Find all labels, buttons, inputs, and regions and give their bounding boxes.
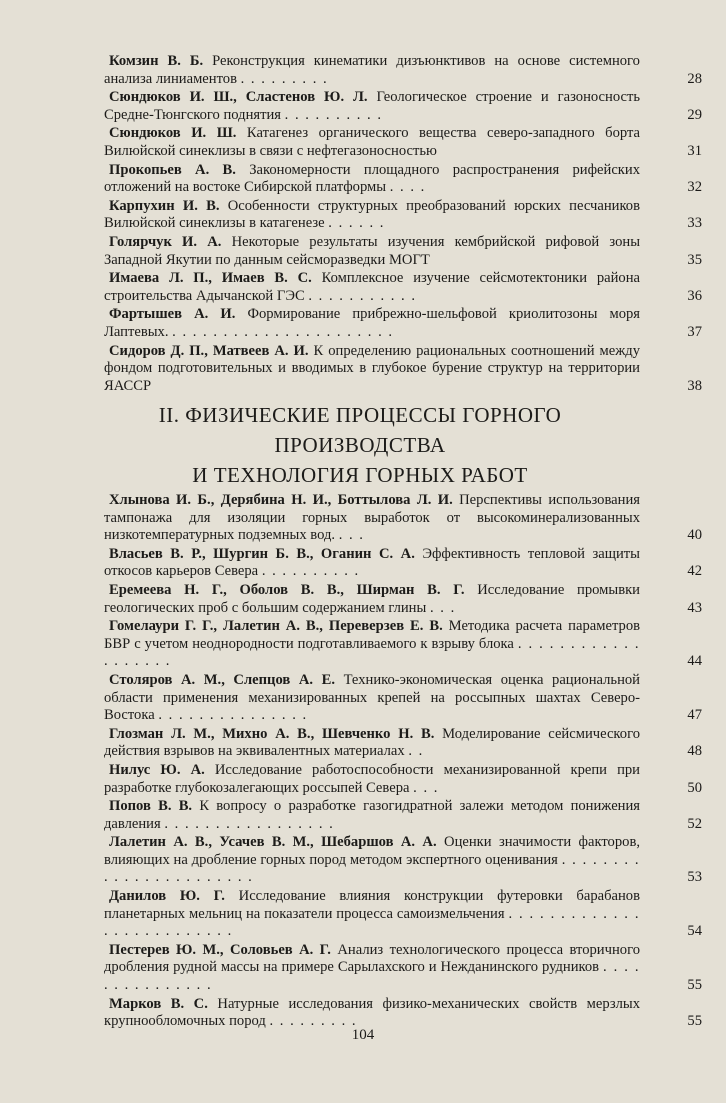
entry-authors: Власьев В. Р., Шургин Б. В., Оганин С. А. (109, 545, 415, 562)
entry-authors: Имаева Л. П., Имаев В. С. (109, 270, 312, 287)
toc-entry (104, 53, 708, 88)
entry-title: Катагенез органического вещества северо-западного борта Вилюйской синеклизы в связи с нефтегазоносностью (104, 125, 640, 159)
entry-title: Исследование влияния конструкции футеровки барабанов планетарных мельниц на показатели процесса самоизмельчения (104, 888, 640, 922)
toc-entry (104, 270, 708, 305)
entry-authors: Комзин В. Б. (109, 53, 204, 69)
entry-page: 53 (687, 869, 702, 886)
entry-title: Перспективы использования тампонажа для изоляции горных выработок от высокоминерализованных низкотемпературных подземных вод. (104, 492, 640, 544)
entry-authors: Лалетин А. В., Усачев В. М., Шебаршов А. А. (109, 834, 437, 851)
entry-page: 47 (687, 707, 702, 724)
entry-authors: Столяров А. М., Слепцов А. Е. (109, 671, 335, 688)
entry-title: Натурные исследования физико-механических свойств мерзлых крупнообломочных пород (104, 995, 640, 1030)
leader-dots: . . . . . . . . . . (261, 563, 360, 580)
leader-dots: . . . . . . . . . . . . . . . . . . . (104, 635, 640, 670)
toc-entry (104, 162, 708, 197)
entry-page: 40 (687, 527, 702, 544)
entry-authors: Марков В. С. (109, 995, 208, 1012)
section-heading (120, 400, 600, 490)
entry-title: Реконструкция кинематики дизъюнктивов на основе системного анализа линиаментов (104, 53, 640, 87)
toc-entry (104, 198, 708, 233)
toc-entry (104, 996, 708, 1031)
entry-page: 38 (687, 377, 702, 394)
entry-title: Закономерности площадного распространения рифейских отложений на востоке Сибирской платформы (104, 161, 640, 196)
toc-entry (104, 492, 708, 545)
entry-authors: Гомелаури Г. Г., Лалетин А. В., Переверзев Е. В. (109, 618, 443, 635)
leader-dots: . . . . . . . . . . (284, 106, 383, 123)
section-heading-line: II. ФИЗИЧЕСКИЕ ПРОЦЕССЫ ГОРНОГО (158, 403, 562, 427)
entry-authors: Карпухин И. В. (109, 197, 220, 214)
leader-dots: . . . . . . . . . . . . . . . . . . . . . . . . . . (104, 905, 640, 940)
entry-page: 52 (687, 815, 702, 832)
entry-page: 50 (687, 779, 702, 796)
entry-page: 48 (687, 743, 702, 760)
entry-title: Некоторые результаты изучения кембрийской рифовой зоны Западной Якутии по данным сейсморазведки МОГТ (104, 233, 640, 268)
leader-dots: . . . . . . . . . . . . . . . . . . . . . . (172, 323, 394, 340)
entry-page: 36 (687, 287, 702, 304)
entry-authors: Фартышев А. И. (109, 306, 236, 323)
entry-title: Эффективность тепловой защиты откосов карьеров Севера (104, 545, 640, 580)
entry-title: Оценки значимости факторов, влияющих на дробление горных пород методом экспертного оценивания (104, 834, 640, 868)
entry-authors: Хлынова И. Б., Дерябина Н. И., Боттылова Л. И. (109, 492, 453, 508)
entry-title: Комплексное изучение сейсмотектоники района строительства Адычанской ГЭС (104, 270, 640, 304)
entry-page: 54 (687, 923, 702, 940)
toc-entry (104, 726, 708, 761)
entry-page: 28 (687, 70, 702, 87)
toc-entry (104, 942, 708, 995)
leader-dots: . . (408, 743, 424, 760)
leader-dots: . . . . . . (328, 215, 385, 232)
entry-title: Методика расчета параметров БВР с учетом неоднородности подготавливаемого к взрыву блока (104, 618, 641, 652)
entry-title: К вопросу о разработке газогидратной залежи методом понижения давления (104, 798, 641, 832)
entry-authors: Сюндюков И. Ш., Сластенов Ю. Л. (109, 89, 368, 106)
toc-entry (104, 306, 708, 341)
page-number: 104 (351, 1027, 375, 1043)
leader-dots: . . . (413, 779, 439, 796)
toc-entry (104, 834, 708, 887)
entry-title: Особенности структурных преобразований юрских песчаников Вилюйской синеклизы в катагенезе (104, 197, 640, 232)
entry-title: Анализ технологического процесса вторичного дробления рудной массы на примере Сарылахского и Нежданинского рудников (104, 941, 640, 976)
entry-page: 42 (687, 563, 702, 580)
leader-dots: . . . (429, 599, 456, 616)
entry-authors: Сидоров Д. П., Матвеев А. И. (109, 342, 309, 359)
entry-page: 43 (687, 599, 702, 616)
section2-entries (104, 492, 708, 1032)
entry-authors: Попов В. В. (109, 798, 193, 815)
section1-entries (104, 53, 708, 396)
entry-authors: Прокопьев А. В. (109, 161, 236, 178)
leader-dots: . . . (338, 527, 365, 544)
leader-dots: . . . . . . . . . . . . . . . (158, 707, 308, 724)
entry-title: К определению рациональных соотношений между фондом подготовительных и вводимых в глубокое бурение структур на территории ЯАССР (104, 342, 640, 394)
entry-page: 37 (687, 323, 702, 340)
entry-authors: Нилус Ю. А. (109, 761, 205, 778)
entry-page: 55 (687, 1013, 702, 1030)
entry-page: 29 (687, 106, 702, 123)
toc-entry (104, 89, 708, 124)
leader-dots: . . . . . . . . . (269, 1013, 358, 1030)
leader-dots: . . . . . . . . . (240, 70, 329, 87)
toc-entry (104, 343, 708, 396)
entry-page: 32 (687, 179, 702, 196)
entry-authors: Глозман Л. М., Михно А. В., Шевченко Н. В. (109, 725, 435, 742)
entry-authors: Данилов Ю. Г. (109, 888, 225, 905)
leader-dots: . . . . . . . . . . . . . . . (104, 959, 640, 994)
entry-authors: Пестерев Ю. М., Соловьев А. Г. (109, 941, 331, 958)
entry-page: 55 (687, 977, 702, 994)
entry-authors: Сюндюков И. Ш. (109, 125, 237, 142)
leader-dots: . . . . (389, 179, 426, 196)
toc-entry (104, 546, 708, 581)
toc-entry (104, 582, 708, 617)
leader-dots: . . . . . . . . . . . (308, 287, 417, 304)
toc-entry (104, 888, 708, 941)
toc-entry (104, 762, 708, 797)
section-heading-line: И ТЕХНОЛОГИЯ ГОРНЫХ РАБОТ (192, 463, 528, 487)
entry-page: 31 (687, 142, 702, 159)
entry-authors: Еремеева Н. Г., Оболов В. В., Ширман В. Г. (109, 581, 465, 598)
section-heading-line: ПРОИЗВОДСТВА (274, 433, 446, 457)
toc-entry (104, 234, 708, 269)
entry-title: Моделирование сейсмического действия взрывов на эквивалентных материалах (104, 725, 640, 760)
entry-page: 33 (687, 215, 702, 232)
leader-dots: . . . . . . . . . . . . . . . . . (164, 815, 335, 832)
toc-entry (104, 672, 708, 725)
leader-dots: . . . . . . . . . . . . . . . . . . . . . . . (104, 851, 641, 886)
toc-entry (104, 125, 708, 160)
toc-entry (104, 798, 708, 833)
entry-page: 35 (687, 251, 702, 268)
toc-entry (104, 618, 708, 671)
entry-title: Исследование промывки геологических проб с большим содержанием глины (104, 581, 640, 616)
entry-page: 44 (687, 653, 702, 670)
entry-title: Технико-экономическая оценка рациональной области применения механизированных крепей на россыпных шахтах Северо-Востока (104, 671, 640, 724)
entry-title: Формирование прибрежно-шельфовой криолитозоны моря Лаптевых. (104, 306, 640, 340)
entry-title: Геологическое строение и газоносность Средне-Тюнгского поднятия (104, 89, 640, 123)
entry-title: Исследование работоспособности механизированной крепи при разработке глубокозалегающих россыпей Севера (104, 761, 640, 796)
entry-authors: Голярчук И. А. (109, 233, 222, 250)
